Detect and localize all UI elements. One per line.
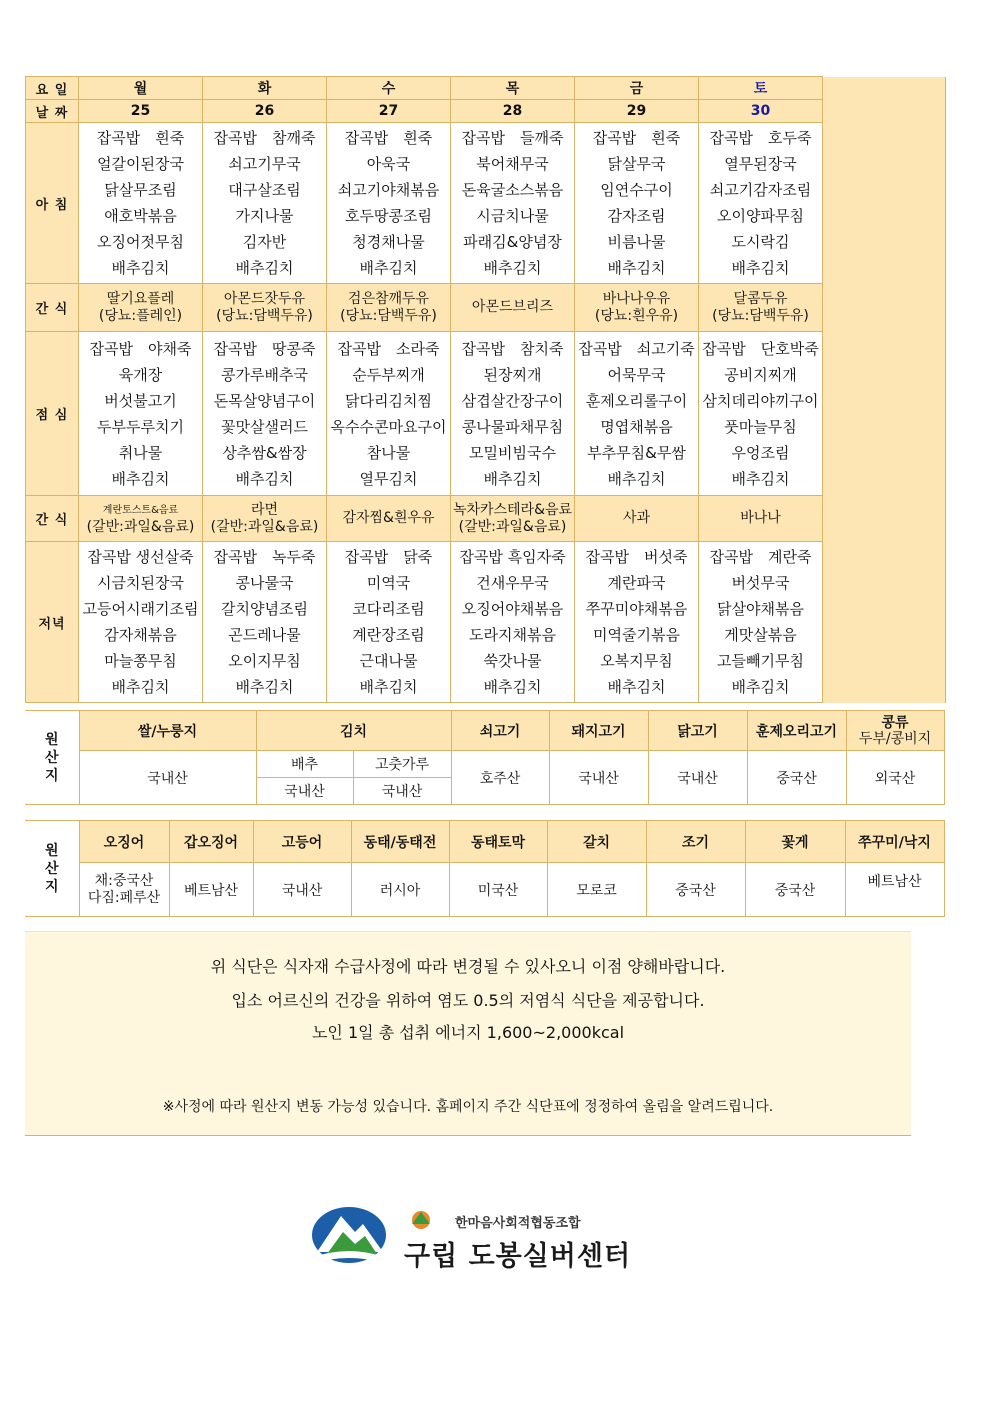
menu-item: 우엉조림 xyxy=(731,443,790,462)
menu-item: 쇠고기감자조림 xyxy=(709,181,812,199)
menu-item: 쭈꾸미야채볶음 xyxy=(585,600,688,618)
origin-label-char: 산 xyxy=(44,860,59,877)
menu-item: 감자채볶음 xyxy=(104,626,177,644)
seafood-origin: 베트남산 xyxy=(169,863,253,917)
lunch-fri-items xyxy=(575,334,698,494)
menu-item: 배추김치 xyxy=(111,259,170,277)
day-sat: 토 xyxy=(699,77,823,100)
menu-item: 배추김치 xyxy=(111,469,170,488)
breakfast-sat-items xyxy=(699,123,822,283)
beef-header: 쇠고기 xyxy=(451,711,549,751)
snack2-fri-cell xyxy=(575,496,699,542)
chicken-header: 닭고기 xyxy=(648,711,747,751)
menu-item: 콩나물파채무침 xyxy=(461,417,564,436)
menu-item: 가지나물 xyxy=(235,207,294,225)
menu-item: 잡곡밥 소라죽 xyxy=(337,339,440,358)
menu-item: 배추김치 xyxy=(235,259,294,277)
origin-label-char: 원 xyxy=(44,731,59,748)
pork-header: 돼지고기 xyxy=(549,711,648,751)
breakfast-mon-cell xyxy=(79,123,203,284)
snack-item: 바나나 xyxy=(740,510,781,526)
menu-item: 쇠고기야채볶음 xyxy=(337,181,440,199)
seafood-origin: 러시아 xyxy=(351,863,449,917)
lunch-mon-items xyxy=(79,334,202,494)
rice-origin: 국내산 xyxy=(79,751,256,805)
snack2-tue-items xyxy=(203,502,326,536)
breakfast-label: 아 침 xyxy=(26,123,79,284)
menu-item: 배추김치 xyxy=(359,678,418,696)
duck-header: 훈제오리고기 xyxy=(747,711,846,751)
snack1-wed-items xyxy=(327,291,450,325)
dinner-mon-cell xyxy=(79,542,203,703)
breakfast-fri-items xyxy=(575,123,698,283)
kimchi-pepper-origin: 국내산 xyxy=(353,778,451,805)
menu-item: 아욱국 xyxy=(366,155,411,173)
snack-item: (당뇨:플레인) xyxy=(98,307,183,324)
menu-item: 삼겹살간장구이 xyxy=(461,391,564,410)
seafood-origin: 국내산 xyxy=(253,863,351,917)
snack-item: (갈반:과일&음료) xyxy=(86,518,195,535)
lunch-wed-items xyxy=(327,334,450,494)
menu-item: 옥수수콘마요구이 xyxy=(330,417,447,436)
lunch-wed-cell xyxy=(327,332,451,496)
menu-item: 잡곡밥 참깨죽 xyxy=(213,129,316,147)
weekly-menu-table xyxy=(25,76,946,703)
date-wed: 27 xyxy=(327,100,451,123)
menu-item: 미역국 xyxy=(366,574,411,592)
menu-item: 배추김치 xyxy=(731,259,790,277)
menu-item: 임연수구이 xyxy=(600,181,673,199)
origin-label xyxy=(25,711,79,805)
dinner-wed-cell xyxy=(327,542,451,703)
menu-item: 열무김치 xyxy=(359,469,418,488)
menu-item: 잡곡밥 녹두죽 xyxy=(213,548,316,566)
breakfast-tue-cell xyxy=(203,123,327,284)
menu-item: 잡곡밥 흰죽 xyxy=(592,129,681,147)
lunch-label: 점 심 xyxy=(26,332,79,496)
origin-label-char: 지 xyxy=(44,878,59,895)
dinner-sat-items xyxy=(699,542,822,702)
menu-item: 오복지무침 xyxy=(600,652,673,670)
menu-item: 배추김치 xyxy=(731,678,790,696)
seafood-origin: 모로코 xyxy=(547,863,646,917)
snack2-wed-cell xyxy=(327,496,451,542)
snack2-label: 간 식 xyxy=(26,496,79,542)
menu-item: 잡곡밥 들깨죽 xyxy=(461,129,564,147)
menu-item: 잡곡밥 호두죽 xyxy=(709,129,812,147)
menu-item: 잡곡밥 생선살죽 xyxy=(87,548,194,566)
snack1-sat-cell xyxy=(699,284,823,332)
menu-item: 계란장조림 xyxy=(352,626,425,644)
menu-item: 잡곡밥 땅콩죽 xyxy=(213,339,316,358)
lunch-tue-items xyxy=(203,334,326,494)
menu-item: 배추김치 xyxy=(607,259,666,277)
snack-item: 사과 xyxy=(622,510,651,526)
menu-item: 곤드레나물 xyxy=(228,626,301,644)
menu-item: 훈제오리롤구이 xyxy=(585,391,688,410)
kimchi-cabbage-origin: 국내산 xyxy=(256,778,353,805)
beans-origin: 외국산 xyxy=(846,751,944,805)
seafood-header: 갈치 xyxy=(547,821,646,863)
snack1-mon-items xyxy=(79,291,202,325)
menu-item: 잡곡밥 쇠고기죽 xyxy=(578,339,695,358)
lunch-tue-cell xyxy=(203,332,327,496)
day-label: 요 일 xyxy=(26,77,79,100)
menu-item: 상추쌈&쌈장 xyxy=(222,443,307,462)
menu-item: 버섯무국 xyxy=(731,574,790,592)
menu-item: 감자조림 xyxy=(607,207,666,225)
breakfast-wed-cell xyxy=(327,123,451,284)
snack-item: (당뇨:담백두유) xyxy=(216,307,313,324)
snack2-sat-items xyxy=(699,510,822,527)
menu-item: 콩가루배추국 xyxy=(221,365,308,384)
breakfast-mon-items xyxy=(79,123,202,283)
menu-item: 돈육굴소스볶음 xyxy=(461,181,564,199)
menu-item: 잡곡밥 단호박죽 xyxy=(702,339,819,358)
chicken-origin: 국내산 xyxy=(648,751,747,805)
dinner-row xyxy=(26,542,946,703)
lunch-fri-cell xyxy=(575,332,699,496)
menu-item: 부추무침&무쌈 xyxy=(587,443,686,462)
notice-line-origin-change: ※사정에 따라 원산지 변동 가능성 있습니다. 홈페이지 주간 식단표에 정정하여 올림을 알려드립니다. xyxy=(162,1099,774,1115)
seafood-origin: 중국산 xyxy=(745,863,845,917)
snack-item: (당뇨:담백두유) xyxy=(340,307,437,324)
menu-item: 배추김치 xyxy=(607,678,666,696)
menu-item: 시금치나물 xyxy=(476,207,549,225)
snack1-tue-items xyxy=(203,291,326,325)
kimchi-sub-cabbage: 배추 xyxy=(256,751,353,778)
lunch-thu-cell xyxy=(451,332,575,496)
snack-item: 감자찜&흰우유 xyxy=(342,510,435,526)
breakfast-tue-items xyxy=(203,123,326,283)
menu-item: 공비지찌개 xyxy=(724,365,797,384)
snack2-row xyxy=(26,496,946,542)
snack1-row xyxy=(26,284,946,332)
date-label: 날 짜 xyxy=(26,100,79,123)
breakfast-sat-cell xyxy=(699,123,823,284)
menu-item: 된장찌개 xyxy=(483,365,542,384)
menu-item: 마늘쫑무침 xyxy=(104,652,177,670)
snack-item: 딸기요플레 xyxy=(106,290,175,307)
menu-item: 오이지무침 xyxy=(228,652,301,670)
menu-item: 얼갈이된장국 xyxy=(97,155,184,173)
snack2-fri-items xyxy=(575,510,698,527)
menu-item: 쑥갓나물 xyxy=(483,652,542,670)
menu-item: 콩나물국 xyxy=(235,574,294,592)
menu-item: 고들빼기무침 xyxy=(717,652,804,670)
menu-item: 계란파국 xyxy=(607,574,666,592)
menu-item: 도시락김 xyxy=(731,233,790,251)
menu-item: 게맛살볶음 xyxy=(724,626,797,644)
menu-item: 근대나물 xyxy=(359,652,418,670)
seafood-origin xyxy=(79,863,169,917)
dinner-fri-cell xyxy=(575,542,699,703)
menu-item: 버섯불고기 xyxy=(104,391,177,410)
beans-header-line1: 콩류 xyxy=(881,714,909,731)
dinner-thu-items xyxy=(451,542,574,702)
seafood-origin: 중국산 xyxy=(646,863,745,917)
seafood-header: 오징어 xyxy=(79,821,169,863)
seafood-header: 고등어 xyxy=(253,821,351,863)
origin-label-char: 원 xyxy=(44,842,59,859)
snack-item: 라면 xyxy=(250,501,279,518)
menu-item: 참나물 xyxy=(366,443,411,462)
menu-item: 배추김치 xyxy=(359,259,418,277)
menu-item: 북어채무국 xyxy=(476,155,549,173)
snack1-wed-cell xyxy=(327,284,451,332)
snack-item: (당뇨:담백두유) xyxy=(712,307,809,324)
menu-item: 모밀비빔국수 xyxy=(469,443,556,462)
menu-item: 잡곡밥 야채죽 xyxy=(89,339,192,358)
menu-item: 고등어시래기조림 xyxy=(82,600,199,618)
menu-item: 오이양파무침 xyxy=(717,207,804,225)
beans-header-line2: 두부/콩비지 xyxy=(858,730,932,747)
dinner-sat-cell xyxy=(699,542,823,703)
notice-box xyxy=(25,931,911,1136)
menu-item: 잡곡밥 계란죽 xyxy=(709,548,812,566)
notice-line-low-salt: 입소 어르신의 건강을 위하여 염도 0.5의 저염식 식단을 제공합니다. xyxy=(231,991,705,1010)
lunch-sat-cell xyxy=(699,332,823,496)
menu-item: 풋마늘무침 xyxy=(724,417,797,436)
snack2-mon-items xyxy=(79,502,202,536)
menu-item: 두부두루치기 xyxy=(97,417,184,436)
snack-item: (당뇨:흰우유) xyxy=(594,307,679,324)
menu-item: 호두땅콩조림 xyxy=(345,207,432,225)
menu-item: 어묵무국 xyxy=(607,365,666,384)
menu-item: 청경채나물 xyxy=(352,233,425,251)
seafood-header: 동태/동태전 xyxy=(351,821,449,863)
menu-item: 잡곡밥 흑임자죽 xyxy=(459,548,566,566)
menu-item: 꽃맛살샐러드 xyxy=(221,417,308,436)
menu-item: 배추김치 xyxy=(235,469,294,488)
menu-item: 애호박볶음 xyxy=(104,207,177,225)
menu-item: 배추김치 xyxy=(111,678,170,696)
date-mon: 25 xyxy=(79,100,203,123)
snack-item: 아몬드잣두유 xyxy=(223,290,306,307)
dinner-label: 저녁 xyxy=(26,542,79,703)
origin-label-char: 지 xyxy=(44,767,59,784)
seafood-header: 조기 xyxy=(646,821,745,863)
snack1-sat-items xyxy=(699,291,822,325)
day-mon: 월 xyxy=(79,77,203,100)
kimchi-header: 김치 xyxy=(256,711,451,751)
seafood-header: 쭈꾸미/낙지 xyxy=(845,821,944,863)
breakfast-fri-cell xyxy=(575,123,699,284)
date-fri: 29 xyxy=(575,100,699,123)
logo-subtitle: 한마음사회적협동조합 xyxy=(455,1216,581,1231)
menu-item: 비름나물 xyxy=(607,233,666,251)
day-row xyxy=(26,77,946,100)
menu-item: 닭다리김치찜 xyxy=(345,391,432,410)
rice-header: 쌀/누룽지 xyxy=(79,711,256,751)
day-wed: 수 xyxy=(327,77,451,100)
seafood-origin: 베트남산 xyxy=(845,863,944,917)
menu-item: 배추김치 xyxy=(483,259,542,277)
menu-item: 잡곡밥 참치죽 xyxy=(461,339,564,358)
menu-item: 순두부찌개 xyxy=(352,365,425,384)
snack-item: 녹차카스테라&음료 xyxy=(452,501,573,518)
snack2-wed-items xyxy=(327,510,450,527)
menu-item: 닭살무조림 xyxy=(104,181,177,199)
lunch-thu-items xyxy=(451,334,574,494)
logo-title: 구립 도봉실버센터 xyxy=(404,1241,632,1272)
snack2-thu-cell xyxy=(451,496,575,542)
menu-item: 오징어젓무침 xyxy=(97,233,184,251)
kimchi-sub-pepper: 고춧가루 xyxy=(353,751,451,778)
breakfast-thu-cell xyxy=(451,123,575,284)
menu-item: 갈치양념조림 xyxy=(221,600,308,618)
snack-item: 검은참깨두유 xyxy=(347,290,430,307)
seafood-header: 꽃게 xyxy=(745,821,845,863)
lunch-row xyxy=(26,332,946,496)
menu-item: 도라지채볶음 xyxy=(469,626,556,644)
breakfast-wed-items xyxy=(327,123,450,283)
menu-item: 파래김&양념장 xyxy=(463,233,562,251)
snack-item: 아몬드브리즈 xyxy=(471,299,554,315)
day-fri: 금 xyxy=(575,77,699,100)
menu-item: 열무된장국 xyxy=(724,155,797,173)
menu-item: 김자반 xyxy=(242,233,287,251)
menu-item: 대구살조림 xyxy=(228,181,301,199)
day-thu: 목 xyxy=(451,77,575,100)
menu-item: 배추김치 xyxy=(483,678,542,696)
menu-item: 취나물 xyxy=(118,443,163,462)
menu-item: 미역줄기볶음 xyxy=(593,626,680,644)
menu-item: 배추김치 xyxy=(607,469,666,488)
snack1-label: 간 식 xyxy=(26,284,79,332)
menu-item: 배추김치 xyxy=(731,469,790,488)
seafood-origin-line2: 다짐:페루산 xyxy=(87,889,161,906)
menu-item: 배추김치 xyxy=(483,469,542,488)
menu-item: 닭살무국 xyxy=(607,155,666,173)
snack1-mon-cell xyxy=(79,284,203,332)
snack1-thu-cell xyxy=(451,284,575,332)
menu-item: 코다리조림 xyxy=(352,600,425,618)
menu-item: 돈목살양념구이 xyxy=(213,391,316,410)
snack2-thu-items xyxy=(451,502,574,536)
menu-item: 잡곡밥 흰죽 xyxy=(344,129,433,147)
menu-item: 건새우무국 xyxy=(476,574,549,592)
snack2-sat-cell xyxy=(699,496,823,542)
seafood-origin: 미국산 xyxy=(449,863,547,917)
notice-line-energy: 노인 1일 총 섭취 에너지 1,600~2,000kcal xyxy=(311,1023,625,1042)
menu-item: 육개장 xyxy=(118,365,163,384)
notice-line-change: 위 식단은 식자재 수급사정에 따라 변경될 수 있사오니 이점 양해바랍니다. xyxy=(210,957,726,976)
seafood-header: 동태토막 xyxy=(449,821,547,863)
menu-item: 쇠고기무국 xyxy=(228,155,301,173)
snack-item: (갈반:과일&음료) xyxy=(458,518,567,535)
lunch-sat-items xyxy=(699,334,822,494)
snack-item: 달콤두유 xyxy=(733,290,788,307)
menu-item: 오징어야채볶음 xyxy=(461,600,564,618)
snack1-thu-items xyxy=(451,299,574,316)
pork-origin: 국내산 xyxy=(549,751,648,805)
duck-origin: 중국산 xyxy=(747,751,846,805)
snack1-tue-cell xyxy=(203,284,327,332)
date-tue: 26 xyxy=(203,100,327,123)
snack2-tue-cell xyxy=(203,496,327,542)
breakfast-row xyxy=(26,123,946,284)
origin-table-meat xyxy=(25,710,945,805)
menu-item: 닭살야채볶음 xyxy=(717,600,804,618)
seafood-header: 갑오징어 xyxy=(169,821,253,863)
date-row xyxy=(26,100,946,123)
origin-label-char: 산 xyxy=(44,749,59,766)
dinner-tue-cell xyxy=(203,542,327,703)
date-sat: 30 xyxy=(699,100,823,123)
origin-table-seafood xyxy=(25,820,945,917)
date-thu: 28 xyxy=(451,100,575,123)
beans-header xyxy=(846,711,944,751)
menu-item: 배추김치 xyxy=(235,678,294,696)
snack-item: 바나나우유 xyxy=(602,290,671,307)
snack-item: (갈반:과일&음료) xyxy=(210,518,319,535)
lunch-mon-cell xyxy=(79,332,203,496)
snack-item: 계란토스트&음료 xyxy=(102,504,179,516)
snack2-mon-cell xyxy=(79,496,203,542)
dinner-tue-items xyxy=(203,542,326,702)
origin-label xyxy=(25,821,79,917)
breakfast-thu-items xyxy=(451,123,574,283)
dinner-thu-cell xyxy=(451,542,575,703)
snack1-fri-cell xyxy=(575,284,699,332)
menu-item: 시금치된장국 xyxy=(97,574,184,592)
side-strip xyxy=(823,77,946,703)
beef-origin: 호주산 xyxy=(451,751,549,805)
menu-item: 잡곡밥 닭죽 xyxy=(344,548,433,566)
dinner-wed-items xyxy=(327,542,450,702)
menu-item: 잡곡밥 흰죽 xyxy=(96,129,185,147)
seafood-origin-line1: 채:중국산 xyxy=(94,872,154,889)
menu-item: 삼치데리야끼구이 xyxy=(702,391,819,410)
menu-item: 명엽채볶음 xyxy=(600,417,673,436)
dinner-fri-items xyxy=(575,542,698,702)
day-tue: 화 xyxy=(203,77,327,100)
snack1-fri-items xyxy=(575,291,698,325)
menu-item: 잡곡밥 버섯죽 xyxy=(585,548,688,566)
dinner-mon-items xyxy=(79,542,202,702)
